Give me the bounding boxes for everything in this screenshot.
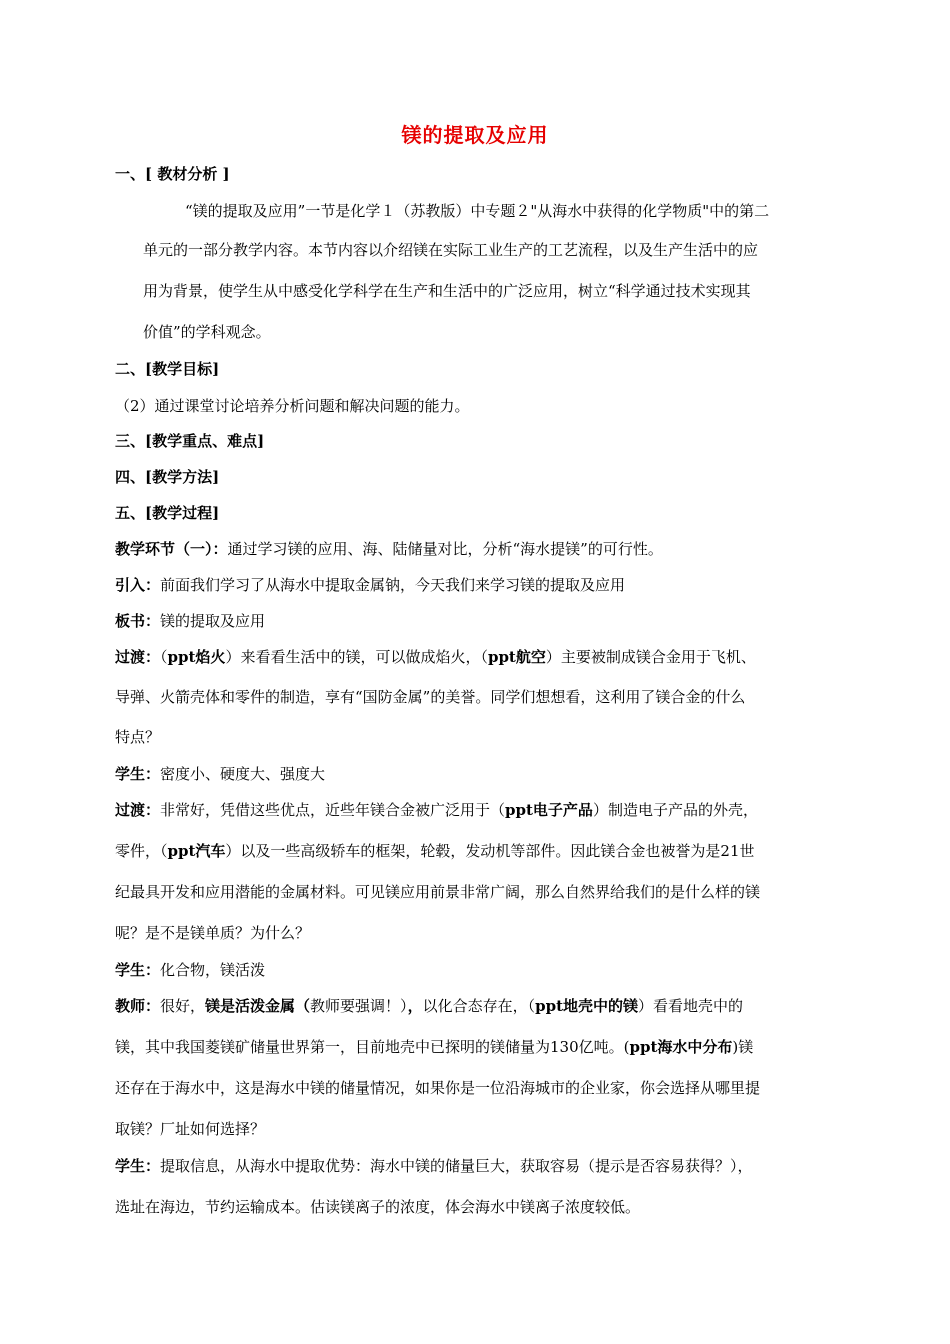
line-label: 学生： <box>115 961 161 979</box>
section-heading-methods: 四、[教学方法] <box>115 468 220 486</box>
line-text: 镁，其中我国菱镁矿储量世界第一，目前地壳中已探明的镁储量为130亿吨。( <box>115 1038 630 1056</box>
ppt-reference: ppt焰火 <box>167 648 226 666</box>
process-line: 选址在海边，节约运输成本。估读镁离子的浓度，体会海水中镁离子浓度较低。 <box>115 1198 641 1216</box>
line-text: ）来看看生活中的镁，可以做成焰火，（ <box>225 648 488 666</box>
line-label: 过渡： <box>115 801 161 819</box>
process-line: 纪最具开发和应用潜能的金属材料。可见镁应用前景非常广阔，那么自然界给我们的是什么样的镁 <box>115 883 761 901</box>
ppt-reference: ppt航空 <box>487 648 546 666</box>
line-text: 非常好，凭借这些优点，近些年镁合金被广泛用于（ <box>160 801 506 819</box>
process-line <box>115 763 325 785</box>
line-text: 化合物，镁活泼 <box>160 961 266 979</box>
emphasis-text: 镁是活泼金属（ <box>205 997 311 1015</box>
ppt-reference: ppt海水中分布 <box>629 1038 733 1056</box>
process-line <box>115 1036 753 1058</box>
process-line <box>115 959 265 981</box>
process-line <box>115 799 758 821</box>
line-text: 教师要强调！） <box>310 997 408 1015</box>
line-text: 提取信息，从海水中提取优势：海水中镁的储量巨大，获取容易（提示是否容易获得？）， <box>160 1157 753 1175</box>
process-line: 导弹、火箭壳体和零件的制造，享有“国防金属”的美誉。同学们想想看，这利用了镁合金的什么 <box>115 688 746 706</box>
line-text: ）以及一些高级轿车的框架，轮毂，发动机等部件。因此镁合金也被誉为是21世 <box>225 842 755 860</box>
paragraph-line: “镁的提取及应用”一节是化学１（苏教版）中专题２"从海水中获得的化学物质"中的第二 <box>185 202 770 220</box>
line-label: 过渡： <box>115 648 161 666</box>
emphasis-text: ， <box>407 997 423 1015</box>
line-text: ）主要被制成镁合金用于飞机、 <box>545 648 756 666</box>
line-text: ）看看地壳中的 <box>638 997 744 1015</box>
paragraph-line: 价值”的学科观念。 <box>143 323 271 341</box>
process-line: 特点？ <box>115 728 161 746</box>
goal-item: （2）通过课堂讨论培养分析问题和解决问题的能力。 <box>115 397 470 415</box>
line-label: 教师： <box>115 997 161 1015</box>
paragraph-line: 单元的一部分教学内容。本节内容以介绍镁在实际工业生产的工艺流程，以及生产生活中的应 <box>143 241 759 259</box>
line-label: 引入： <box>115 576 161 594</box>
process-line: 还存在于海水中，这是海水中镁的储量情况，如果你是一位沿海城市的企业家，你会选择从哪里提 <box>115 1079 761 1097</box>
line-text: （ <box>160 648 168 666</box>
process-line <box>115 538 663 560</box>
process-line <box>115 840 755 862</box>
line-label: 学生： <box>115 1157 161 1175</box>
line-text: 通过学习镁的应用、海、陆储量对比，分析“海水提镁”的可行性。 <box>227 540 663 558</box>
line-text: 前面我们学习了从海水中提取金属钠，今天我们来学习镁的提取及应用 <box>160 576 626 594</box>
ppt-reference: ppt电子产品 <box>505 801 593 819</box>
section-heading-teaching-goals: 二、[教学目标] <box>115 360 220 378</box>
line-text: ）制造电子产品的外壳， <box>592 801 758 819</box>
process-line <box>115 995 743 1017</box>
paragraph-line: 用为背景，使学生从中感受化学科学在生产和生活中的广泛应用，树立“科学通过技术实现其 <box>143 282 751 300</box>
line-label: 板书： <box>115 612 161 630</box>
line-text: 零件，（ <box>115 842 168 860</box>
line-text: 很好， <box>160 997 206 1015</box>
ppt-reference: ppt地壳中的镁 <box>535 997 638 1015</box>
process-line <box>115 574 625 596</box>
section-heading-textbook-analysis: 一、[ 教材分析 ] <box>115 165 230 183</box>
section-heading-key-points: 三、[教学重点、难点] <box>115 432 265 450</box>
line-label: 教学环节（一）： <box>115 540 228 558</box>
ppt-reference: ppt汽车 <box>167 842 226 860</box>
line-text: 以化合态存在，（ <box>422 997 536 1015</box>
process-line <box>115 646 756 668</box>
line-text: 镁的提取及应用 <box>160 612 266 630</box>
process-line: 取镁？厂址如何选择？ <box>115 1120 266 1138</box>
process-line: 呢？是不是镁单质？为什么？ <box>115 924 311 942</box>
section-heading-process: 五、[教学过程] <box>115 504 220 522</box>
line-text: )镁 <box>732 1038 754 1056</box>
page-title: 镁的提取及应用 <box>401 123 549 147</box>
line-text: 密度小、硬度大、强度大 <box>160 765 326 783</box>
process-line <box>115 1155 753 1177</box>
process-line <box>115 610 265 632</box>
line-label: 学生： <box>115 765 161 783</box>
